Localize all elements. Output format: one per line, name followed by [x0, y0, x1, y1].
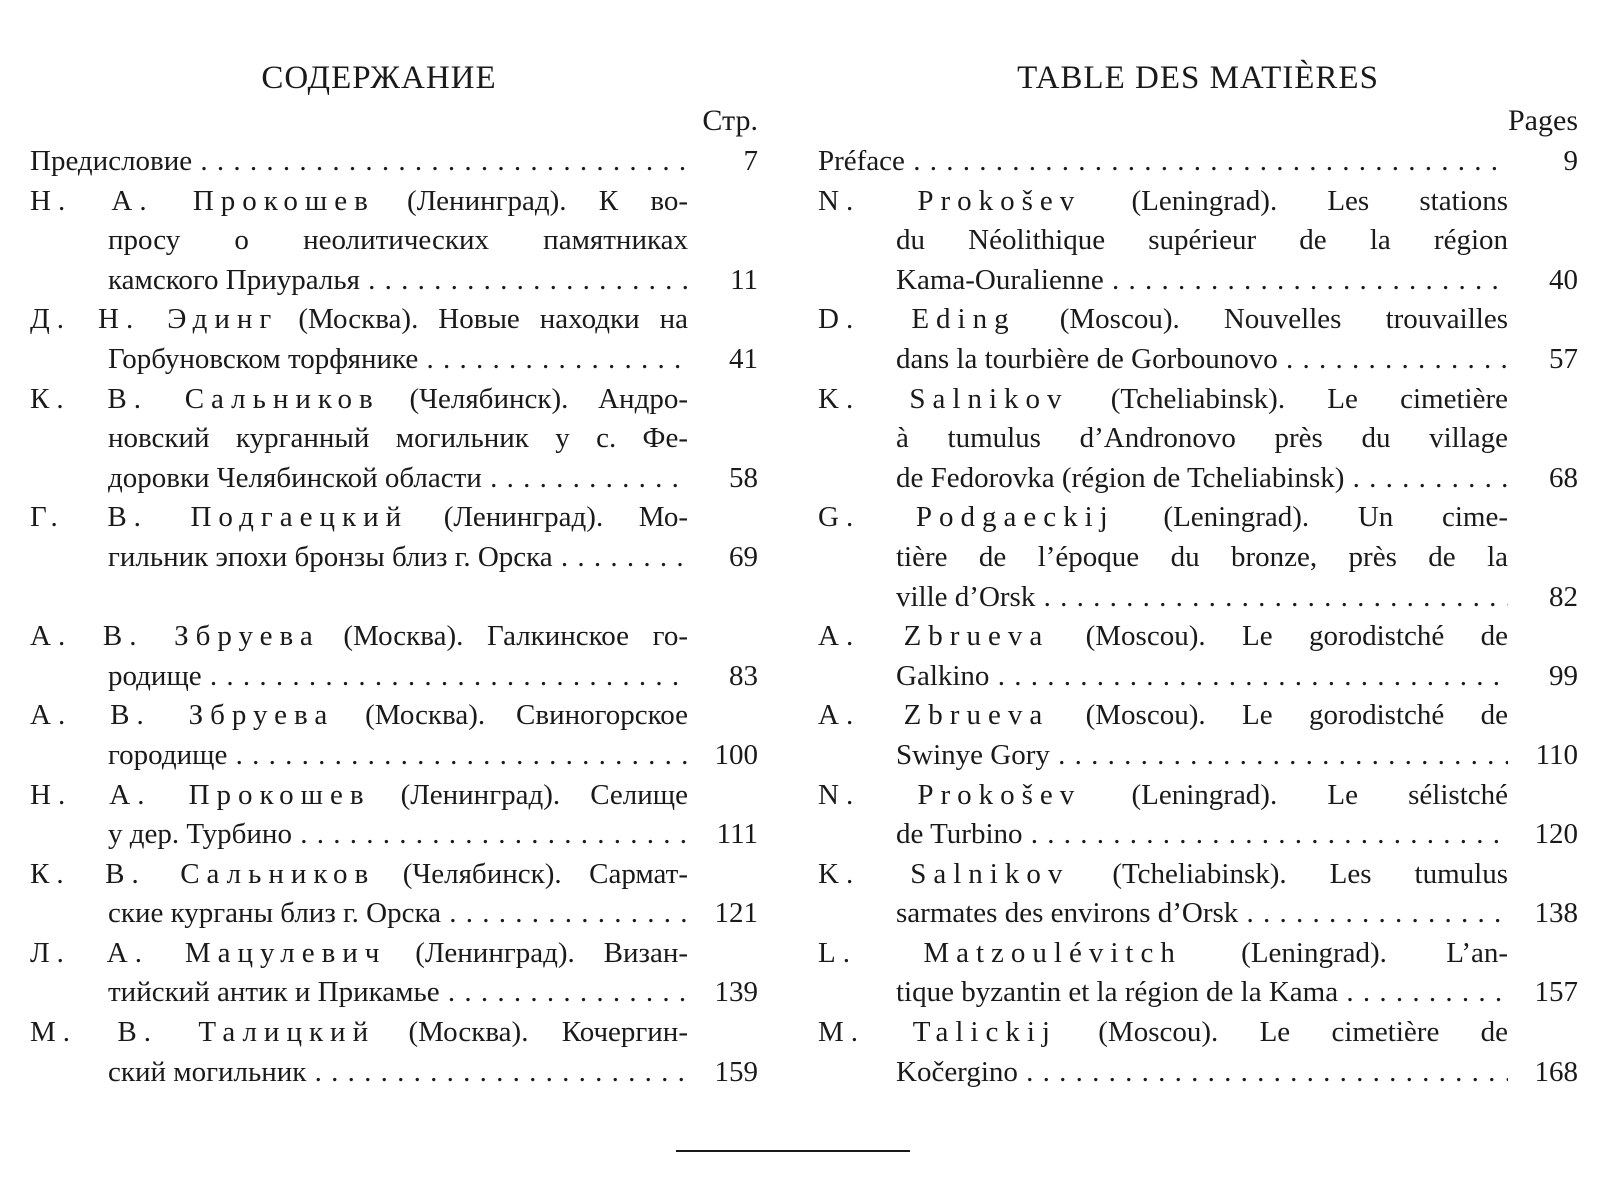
entry-author: N. Prokošev — [818, 184, 1082, 217]
toc-entry — [818, 498, 1578, 617]
entry-title-text: (Ленинград). Мо- — [408, 501, 688, 534]
entry-title-text: (Leningrad). L’an- — [1181, 936, 1508, 969]
entry-page-number: 68 — [1549, 461, 1578, 494]
entry-title-text: (Челябинск). Сармат- — [375, 857, 688, 890]
entry-author: К. В. Сальников — [30, 857, 376, 890]
toc-entry-line — [30, 221, 758, 261]
entry-title-text: у дер. Турбино — [108, 818, 292, 851]
entry-title-text: sarmates des environs d’Orsk — [896, 897, 1239, 930]
entry-title-text: (Москва). Новые находки на — [278, 303, 688, 336]
toc-entry-line — [818, 221, 1578, 261]
entry-title-text: (Москва). Кочергин- — [375, 1016, 688, 1049]
entry-page-number: 82 — [1549, 580, 1578, 613]
entry-title-text: Galkino — [896, 659, 990, 692]
entry-title-text: (Tcheliabinsk). Le cimetière — [1068, 382, 1508, 415]
toc-entry — [30, 300, 758, 379]
entry-author: M. Talickij — [818, 1016, 1057, 1049]
toc-entry — [30, 617, 758, 696]
entry-page-number: 41 — [729, 342, 758, 375]
toc-entry-line — [818, 815, 1578, 855]
entry-page-number: 157 — [1534, 976, 1578, 1009]
entry-title-text: à tumulus d’Andronovo près du village — [896, 422, 1508, 455]
toc-entry — [818, 182, 1578, 301]
toc-entry-line — [818, 934, 1578, 974]
toc-entry-line — [818, 380, 1578, 420]
entry-author: Н. А. Прокошев — [30, 778, 371, 811]
entry-title-text: новский курганный могильник у с. Фе- — [108, 422, 688, 455]
entry-author: N. Prokošev — [818, 778, 1082, 811]
toc-entry-line — [818, 855, 1578, 895]
toc-entry — [818, 696, 1578, 775]
toc-entry-line — [818, 578, 1578, 618]
entry-page-number: 159 — [714, 1055, 758, 1088]
entry-page-number: 99 — [1549, 659, 1578, 692]
toc-entry-line — [30, 736, 758, 776]
entry-page-number: 120 — [1534, 818, 1578, 851]
russian-entries — [30, 142, 758, 1092]
entry-title-text: (Moscou). Le gorodistché de — [1049, 620, 1508, 653]
toc-entry-line — [30, 1053, 758, 1093]
toc-entry — [30, 142, 758, 182]
entry-page-number: 40 — [1549, 263, 1578, 296]
toc-entry-line — [818, 973, 1578, 1013]
toc-entry-line — [818, 538, 1578, 578]
entry-title-text: (Ленинград). К во- — [374, 184, 688, 217]
entry-page-number: 168 — [1534, 1055, 1578, 1088]
entry-author: А. В. Збруева — [30, 699, 335, 732]
toc-entry-line — [818, 1013, 1578, 1053]
entry-author: G. Podgaeckij — [818, 501, 1115, 534]
toc-entry-line — [818, 657, 1578, 697]
toc-entry — [818, 934, 1578, 1013]
entry-title-text: Kočergino — [896, 1055, 1018, 1088]
toc-entry-line — [30, 1013, 758, 1053]
toc-entry — [30, 934, 758, 1013]
toc-entry — [818, 300, 1578, 379]
toc-entry — [30, 380, 758, 499]
entry-title-text: ville d’Orsk — [896, 580, 1036, 613]
entry-title-text: (Leningrad). Le sélistché — [1081, 778, 1508, 811]
russian-contents-title: СОДЕРЖАНИЕ — [261, 60, 497, 96]
french-page-column-label: Pages — [1508, 104, 1578, 137]
toc-entry — [30, 1013, 758, 1092]
entry-page-number: 110 — [1535, 738, 1578, 771]
entry-title-text: (Leningrad). Un cime- — [1114, 501, 1508, 534]
entry-author: К. В. Сальников — [30, 382, 380, 415]
french-contents-title: TABLE DES MATIÈRES — [1017, 60, 1379, 96]
toc-entry-line — [818, 300, 1578, 340]
toc-entry — [818, 855, 1578, 934]
toc-entry-line — [818, 498, 1578, 538]
entry-title-text: (Ленинград). Визан- — [386, 936, 688, 969]
toc-entry-line — [818, 776, 1578, 816]
entry-author: L. Matzoulévitch — [818, 936, 1182, 969]
toc-entry-line — [818, 894, 1578, 934]
entry-title-text: Swinye Gory — [896, 738, 1050, 771]
russian-contents-column — [30, 56, 758, 1092]
toc-entry-line — [30, 498, 758, 538]
toc-entry-line — [30, 815, 758, 855]
entry-title-text: de Fedorovka (région de Tcheliabinsk) — [896, 461, 1345, 494]
entry-title-text: камского Приуралья — [108, 263, 360, 296]
entry-title-text: ский могильник — [108, 1055, 307, 1088]
entry-title-text: (Челябинск). Андро- — [379, 382, 688, 415]
entry-title-text: (Moscou). Le cimetière de — [1056, 1016, 1508, 1049]
entry-title-text: гильник эпохи бронзы близ г. Орска — [108, 540, 553, 573]
entry-title-text: dans la tourbière de Gorbounovo — [896, 342, 1278, 375]
toc-entry-line — [30, 182, 758, 222]
entry-title-text: ские курганы близ г. Орска — [108, 897, 441, 930]
entry-title-text: доровки Челябинской области — [108, 461, 482, 494]
toc-entry — [818, 1013, 1578, 1092]
toc-entry-line — [818, 340, 1578, 380]
toc-entry-line — [30, 300, 758, 340]
entry-title-text: de Turbino — [896, 818, 1023, 851]
toc-entry — [818, 617, 1578, 696]
entry-title-text: тийский антик и Прикамье — [108, 976, 440, 1009]
entry-author: K. Salnikov — [818, 857, 1070, 890]
toc-entry — [30, 182, 758, 301]
toc-entry-line — [818, 419, 1578, 459]
entry-author: М. В. Талицкий — [30, 1016, 376, 1049]
toc-entry-line — [818, 459, 1578, 499]
entry-page-number: 7 — [743, 145, 758, 177]
toc-entry-line — [818, 142, 1578, 182]
toc-entry-line — [30, 657, 758, 697]
russian-page-column-label: Стр. — [702, 104, 758, 137]
toc-entry-line — [30, 617, 758, 657]
entry-author: A. Zbrueva — [818, 699, 1050, 732]
entry-author: Д. Н. Эдинг — [30, 303, 279, 336]
entry-page-number: 111 — [716, 818, 758, 851]
toc-entry-line — [818, 617, 1578, 657]
entry-page-number: 57 — [1549, 342, 1578, 375]
toc-entry-line — [30, 142, 758, 182]
toc-entry-line — [818, 182, 1578, 222]
entry-page-number: 11 — [730, 263, 758, 296]
entry-page-number: 58 — [729, 461, 758, 494]
toc-entry-line — [818, 736, 1578, 776]
entry-title-text: Kama-Ouralienne — [896, 263, 1104, 296]
french-contents-column — [818, 56, 1578, 1092]
entry-title-text: (Moscou). Le gorodistché de — [1049, 699, 1508, 732]
toc-entry — [818, 380, 1578, 499]
toc-entry-line — [30, 894, 758, 934]
entry-title-text: Горбуновском торфянике — [108, 342, 419, 375]
toc-entry-line — [30, 380, 758, 420]
entry-page-number: 100 — [714, 738, 758, 771]
bottom-divider-rule — [676, 1150, 910, 1152]
toc-entry-line — [30, 459, 758, 499]
toc-entry-line — [30, 973, 758, 1013]
entry-title-text: tique byzantin et la région de la Kama — [896, 976, 1339, 1009]
toc-entry — [30, 696, 758, 775]
entry-page-number: 9 — [1563, 145, 1578, 177]
french-entries — [818, 142, 1578, 1092]
toc-entry-line — [30, 538, 758, 578]
entry-page-number: 139 — [714, 976, 758, 1009]
toc-entry — [30, 498, 758, 577]
toc-entry-line — [30, 855, 758, 895]
entry-page-number: 121 — [714, 897, 758, 930]
entry-author: K. Salnikov — [818, 382, 1069, 415]
entry-title-text: просу о неолитических памятниках — [108, 224, 688, 257]
entry-title-text: (Leningrad). Les stations — [1081, 184, 1508, 217]
toc-entry-line — [818, 1053, 1578, 1093]
toc-entry-line — [818, 696, 1578, 736]
entry-author: D. Eding — [818, 303, 1016, 336]
toc-entry — [818, 142, 1578, 182]
entry-title-text: du Néolithique supérieur de la région — [896, 224, 1508, 257]
toc-entry-line — [30, 776, 758, 816]
toc-entry-line — [30, 419, 758, 459]
entry-spacer — [30, 578, 758, 618]
toc-entry-line — [30, 696, 758, 736]
toc-entry — [30, 776, 758, 855]
entry-title-text: родище — [108, 659, 202, 692]
entry-page-number: 69 — [729, 540, 758, 573]
entry-author: Л. А. Мацулевич — [30, 936, 387, 969]
entry-author: Н. А. Прокошев — [30, 184, 375, 217]
toc-entry-line — [818, 261, 1578, 301]
entry-title-text: (Москва). Галкинское го- — [319, 620, 688, 653]
entry-page-number: 83 — [729, 659, 758, 692]
toc-entry — [818, 776, 1578, 855]
toc-entry-line — [30, 340, 758, 380]
entry-page-number: 138 — [1534, 897, 1578, 930]
entry-title-text: городище — [108, 738, 228, 771]
entry-author: А. В. Збруева — [30, 620, 320, 653]
entry-title-text: (Москва). Свиногорское — [334, 699, 688, 732]
entry-author: Г. В. Подгаецкий — [30, 501, 409, 534]
entry-title-text: Préface — [818, 145, 905, 177]
entry-title-text: (Ленинград). Селище — [370, 778, 688, 811]
entry-title-text: (Tcheliabinsk). Les tumulus — [1069, 857, 1508, 890]
entry-title-text: (Moscou). Nouvelles trouvailles — [1015, 303, 1508, 336]
toc-entry — [30, 855, 758, 934]
toc-entry-line — [30, 934, 758, 974]
entry-title-text: tière de l’époque du bronze, près de la — [896, 540, 1508, 573]
entry-title-text: Предисловие — [30, 145, 193, 177]
entry-author: A. Zbrueva — [818, 620, 1050, 653]
toc-entry-line — [30, 261, 758, 301]
